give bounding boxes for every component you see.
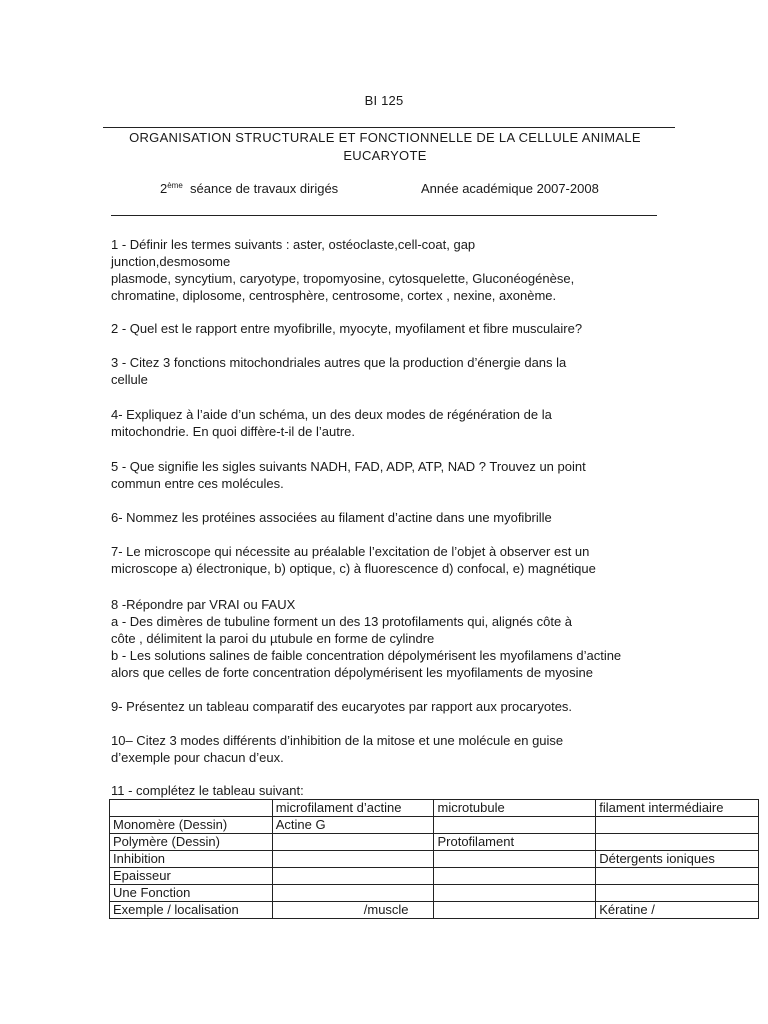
question-2-line: 2 - Quel est le rapport entre myofibrille, myocyte, myofilament et fibre musculaire? (111, 321, 583, 336)
row-label: Epaisseur (110, 868, 273, 885)
session-superscript: ème (167, 181, 183, 190)
question-8 (111, 596, 657, 681)
question-5-line: 5 - Que signifie les sigles suivants NADH, FAD, ADP, ATP, NAD ? Trouvez un point (111, 459, 586, 474)
question-7-line: microscope a) électronique, b) optique, c) à fluorescence d) confocal, e) magnétique (111, 561, 596, 576)
table-row (110, 902, 759, 919)
table-cell: Actine G (272, 817, 434, 834)
question-4-line: mitochondrie. En quoi diffère-t-il de l’autre. (111, 424, 355, 439)
question-1-line: junction,desmosome (111, 254, 231, 269)
question-8-line: côte , délimitent la paroi du µtubule en forme de cylindre (111, 631, 435, 646)
course-code: BI 125 (364, 93, 404, 108)
top-rule (103, 127, 675, 128)
question-1-line: plasmode, syncytium, caryotype, tropomyosine, cytosquelette, Gluconéogénèse, (111, 271, 575, 286)
table-cell (434, 885, 596, 902)
question-11 (111, 782, 657, 799)
question-3-line: cellule (111, 372, 148, 387)
row-label: Polymère (Dessin) (110, 834, 273, 851)
table-header-cell: filament intermédiaire (596, 800, 759, 817)
table-row (110, 817, 759, 834)
row-label: Une Fonction (110, 885, 273, 902)
question-10-line: d’exemple pour chacun d’eux. (111, 750, 284, 765)
row-label: Monomère (Dessin) (110, 817, 273, 834)
table-cell (434, 817, 596, 834)
session-number: 2 (160, 181, 168, 196)
question-4-line: 4- Expliquez à l’aide d’un schéma, un des deux modes de régénération de la (111, 407, 552, 422)
table-cell (434, 868, 596, 885)
table-header-cell: microtubule (434, 800, 596, 817)
table-row (110, 851, 759, 868)
table-cell (110, 800, 273, 817)
table-row (110, 868, 759, 885)
question-4 (111, 406, 657, 440)
row-label: Exemple / localisation (110, 902, 273, 919)
table-cell: Détergents ioniques (596, 851, 759, 868)
question-7 (111, 543, 657, 577)
question-9 (111, 698, 657, 715)
table-cell (434, 902, 596, 919)
question-2 (111, 320, 671, 337)
table-row (110, 885, 759, 902)
academic-year: Année académique 2007-2008 (421, 181, 599, 196)
table-cell: Protofilament (434, 834, 596, 851)
session-label (160, 181, 338, 196)
question-1-line: chromatine, diplosome, centrosphère, centrosome, cortex , nexine, axonème. (111, 288, 557, 303)
table-header-row (110, 800, 759, 817)
table-cell-text: /muscle (363, 902, 409, 917)
question-8-line: a - Des dimères de tubuline forment un des 13 protofilaments qui, alignés côte à (111, 614, 573, 629)
question-5 (111, 458, 657, 492)
header-bottom-rule (111, 215, 657, 216)
question-7-line: 7- Le microscope qui nécessite au préalable l’excitation de l’objet à observer est un (111, 544, 590, 559)
question-10-line: 10– Citez 3 modes différents d’inhibition de la mitose et une molécule en guise (111, 733, 564, 748)
comparison-table (109, 799, 759, 919)
question-6-line: 6- Nommez les protéines associées au filament d’actine dans une myofibrille (111, 510, 552, 525)
table-cell (596, 834, 759, 851)
question-8-line: 8 -Répondre par VRAI ou FAUX (111, 597, 296, 612)
question-8-line: b - Les solutions salines de faible concentration dépolymérisent les myofilamens d’actine (111, 648, 622, 663)
question-8-line: alors que celles de forte concentration dépolymérisent les myofilaments de myosine (111, 665, 593, 680)
document-title: ORGANISATION STRUCTURALE ET FONCTIONNELLE DE LA CELLULE ANIMALE EUCARYOTE (129, 130, 641, 163)
table-cell (596, 817, 759, 834)
table-cell (596, 868, 759, 885)
question-1 (111, 236, 657, 304)
question-5-line: commun entre ces molécules. (111, 476, 284, 491)
table-cell (272, 834, 434, 851)
question-10 (111, 732, 657, 766)
question-1-line: 1 - Définir les termes suivants : aster, ostéoclaste,cell-coat, gap (111, 237, 476, 252)
question-9-line: 9- Présentez un tableau comparatif des eucaryotes par rapport aux procaryotes. (111, 699, 573, 714)
table-cell (272, 851, 434, 868)
question-3-line: 3 - Citez 3 fonctions mitochondriales autres que la production d’énergie dans la (111, 355, 567, 370)
table-cell (596, 885, 759, 902)
question-6 (111, 509, 657, 526)
table-header-cell: microfilament d’actine (272, 800, 434, 817)
table-cell: Kératine / (596, 902, 759, 919)
table-row (110, 834, 759, 851)
table-cell (272, 868, 434, 885)
session-text: séance de travaux dirigés (190, 181, 339, 196)
row-label: Inhibition (110, 851, 273, 868)
question-11-line: 11 - complétez le tableau suivant: (111, 783, 304, 798)
table-cell (272, 885, 434, 902)
table-cell (434, 851, 596, 868)
table-cell (272, 902, 434, 919)
question-3 (111, 354, 657, 388)
